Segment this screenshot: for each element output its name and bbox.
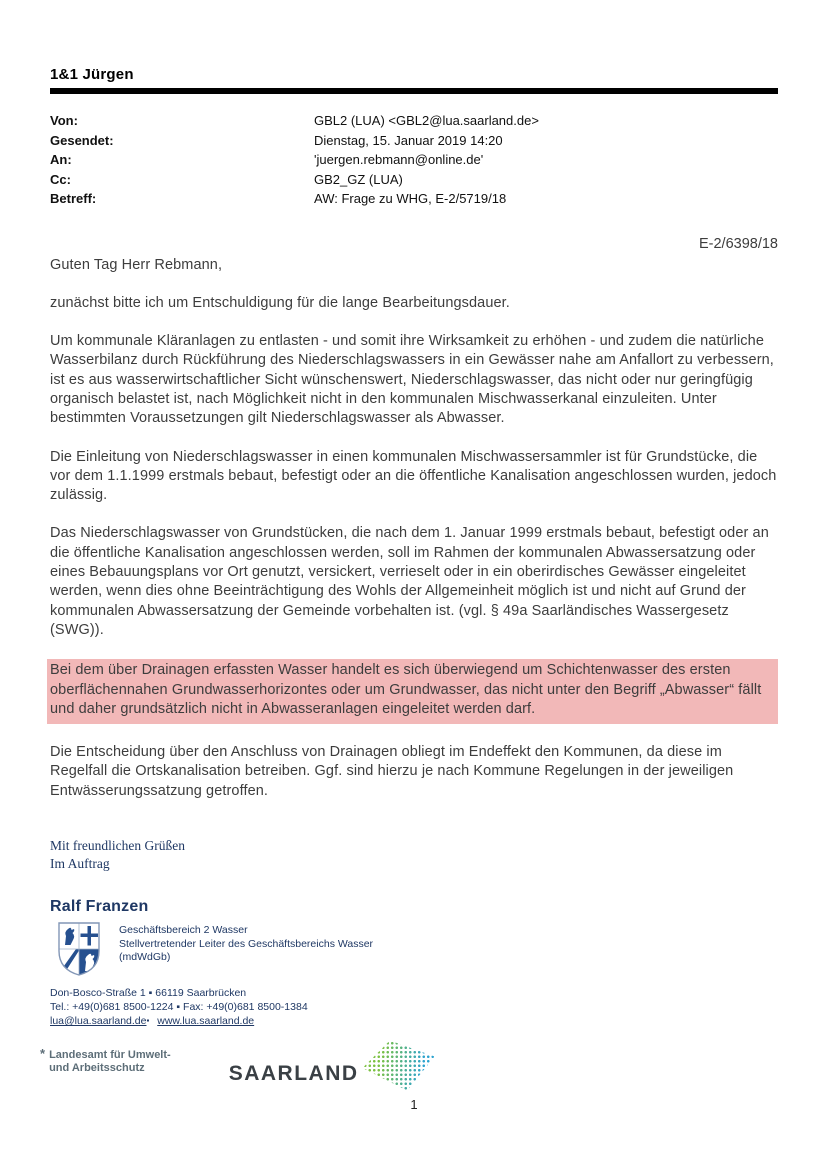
closing-line-gruesse: Mit freundlichen Grüßen [50,838,185,854]
email-header-row [50,131,778,151]
paragraph-entscheidung: Die Entscheidung über den Anschluss von Drainagen obliegt im Endeffekt den Kommunen, da diese im Regelfall die Ortskanalisation betreiben. Ggf. sind hierzu je nach Kommune Regelungen in der jeweiligen Entwässerungssatzung getroffen. [50,744,734,799]
landesamt-logo [40,1045,171,1076]
field-value-betreff: AW: Frage zu WHG, E-2/5719/18 [314,191,507,206]
saarland-logo [229,1057,435,1091]
field-label-gesendet: Gesendet: [50,132,114,148]
email-header-row [50,170,778,190]
footer-logos [40,1045,778,1091]
agency-line-1: Landesamt für Umwelt- [49,1048,171,1061]
org-line-geschaeftsbereich: Geschäftsbereich 2 Wasser [119,924,248,937]
field-label-betreff: Betreff: [50,191,97,206]
highlighted-paragraph: Bei dem über Drainagen erfassten Wasser handelt es sich überwiegend um Schichtenwasser des ersten oberflächennahen Grundwasserhorizontes oder um Grundwasser, das nicht unter den Begriff „Abwasser“ fällt und daher grundsätzlich nicht in Abwasseranlagen eingeleitet werden darf. [47,659,778,724]
landesamt-logo-text [49,1049,171,1076]
email-header-fields [50,111,778,209]
field-value-von: GBL2 (LUA) <GBL2@lua.saarland.de> [314,113,539,128]
link-separator: ▪ [146,1016,150,1026]
email-header-row [50,189,778,209]
paragraph-niederschlagswasser: Das Niederschlagswasser von Grundstücken, die nach dem 1. Januar 1999 erstmals bebaut, befestigt oder an die öffentliche Kanalisation angeschlossen werden, soll im Rahmen der kommunalen Abwassersatzung oder eines Bebauungsplans vor Ort genutzt, versickert, verrieselt oder in ein oberirdisches Gewässer eingeleitet werden, wenn dies ohne Beeinträchtigung des Wohls der Allgemeinheit möglich ist und nicht auf Grund der kommunalen Abwassersatzung der Gemeinde vorbehalten ist. (vgl. § 49a Saarländisches Wassergesetz (SWG)). [50,525,769,638]
email-body [50,256,778,802]
saarland-coat-of-arms-icon [57,921,101,977]
paragraph-einleitung: Die Einleitung von Niederschlagswasser in einen kommunalen Mischwassersammler ist für Grundstücke, die vor dem 1.1.1999 erstmals bebaut, befestigt oder an die öffentliche Kanalisation angeschlossen wurden, jedoch zulässig. [50,448,777,504]
field-label-cc: Cc: [50,171,71,187]
closing-line-auftrag: Im Auftrag [50,856,110,872]
paragraph-apology: zunächst bitte ich um Entschuldigung für die lange Bearbeitungsdauer. [50,294,510,311]
links-line [50,1014,778,1029]
field-value-cc: GB2_GZ (LUA) [314,171,403,187]
field-value-gesendet: Dienstag, 15. Januar 2019 14:20 [314,132,503,148]
closing-salutation [50,837,778,873]
contact-block [50,987,778,1029]
org-line-stellvertreter: Stellvertretender Leiter des Geschäftsbereichs Wasser [119,937,374,950]
page-title: 1&1 Jürgen [50,66,134,83]
header-divider [50,88,778,94]
saarland-dots-icon [363,1041,435,1091]
signature-org-lines [119,921,373,977]
website-link[interactable]: www.lua.saarland.de [157,1015,255,1028]
email-link[interactable]: lua@lua.saarland.de [50,1015,147,1028]
landesamt-star-icon: * [40,1045,46,1061]
field-value-an: 'juergen.rebmann@online.de' [314,152,484,167]
phone-fax-line: Tel.: +49(0)681 8500-1224 ▪ Fax: +49(0)681 8500-1384 [50,1000,308,1013]
saarland-wordmark: SAARLAND [228,1061,359,1085]
greeting: Guten Tag Herr Rebmann, [50,256,223,273]
org-line-mdwdgb: (mdWdGb) [119,951,171,964]
field-label-an: An: [50,152,72,167]
agency-line-2: und Arbeitsschutz [49,1062,145,1075]
reference-number: E-2/6398/18 [698,235,778,252]
paragraph-klaeranlagen: Um kommunale Kläranlagen zu entlasten - und somit ihre Wirksamkeit zu erhöhen - und zudem die natürliche Wasserbilanz durch Rückführung des Niederschlagswassers in ein Gewässer nahe am Anfallort zu verbessern, ist es aus wasserwirtschaftlicher Sicht wünschenswert, Niederschlagswasser, das nicht oder nur geringfügig organisch belastet ist, nach Möglichkeit nicht in den kommunalen Mischwasserkanal einzuleiten. Unter bestimmten Voraussetzungen gilt Niederschlagswasser als Abwasser. [50,333,774,427]
email-header-row [50,111,778,131]
page-number: 1 [410,1096,418,1112]
signature-block [50,921,778,977]
email-header-row [50,150,778,170]
signature-name: Ralf Franzen [50,898,149,916]
address-line: Don-Bosco-Straße 1 ▪ 66119 Saarbrücken [50,987,247,1000]
field-label-von: Von: [50,113,78,128]
